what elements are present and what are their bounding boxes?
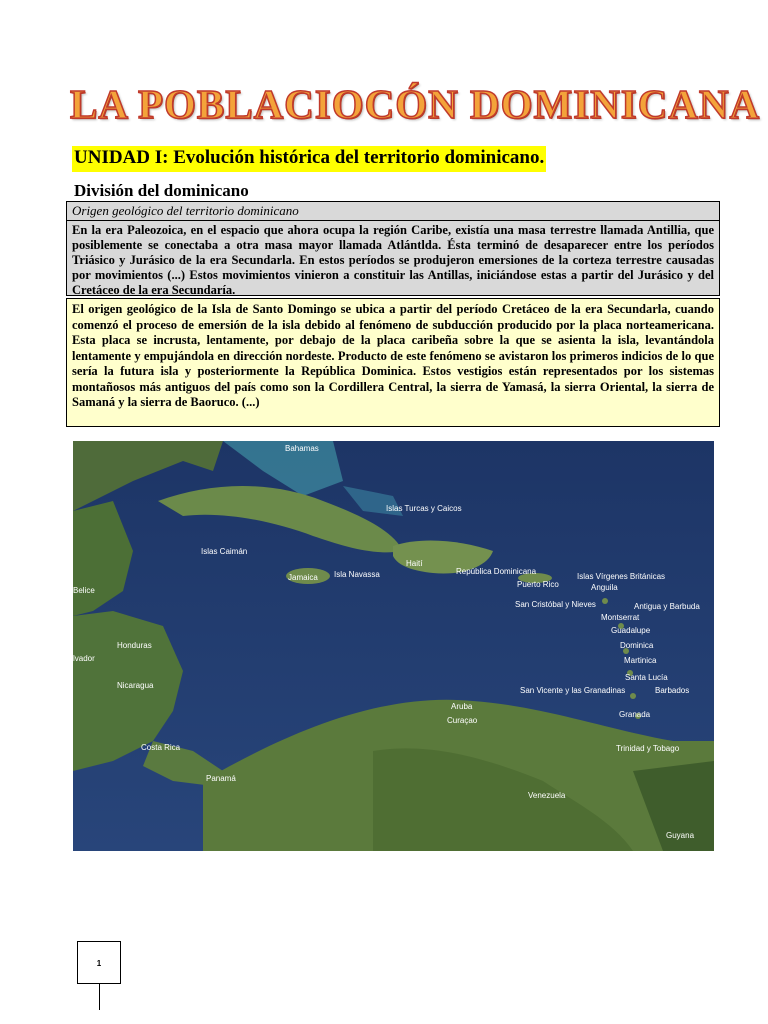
map-label: Honduras [117,641,152,650]
santo-domingo-origin-box [66,298,720,427]
map-label: Granada [619,710,651,719]
map-label: Haití [406,559,423,568]
box-text: En la era Paleozoica, en el espacio que ahora ocupa la región Caribe, existía una masa terrestre llamada Antillia, que posiblemente se conectaba a otra masa mayor llamada Atlántlda. Ésta terminó de desaparecer entre los períodos Triásico y Jurásico de la era Secundarla. En estos períodos se produjeron emersiones de la corteza terrestre causadas por movimientos (...) Estos movimientos vinieron a constituir las Antillas, iniciándose estas a partir del Jurásico y del Cretáceo de la era Secundaría. [72,223,714,297]
map-label: Montserrat [601,613,640,622]
unit-heading: UNIDAD I: Evolución histórica del territorio dominicano. [72,146,546,172]
map-label: Anguila [591,583,618,592]
map-label: Martinica [624,656,657,665]
page-title: LA POBLACIOCÓN DOMINICANA [70,81,761,127]
map-label: San Vicente y las Granadinas [520,686,626,695]
map-label: Trinidad y Tobago [616,744,680,753]
map-label: Bahamas [285,444,319,453]
map-label: Islas Turcas y Caicos [386,504,462,513]
box-heading: Origen geológico del territorio dominicano [67,202,719,221]
map-label: San Cristóbal y Nieves [515,600,596,609]
geologic-origin-box [66,201,720,296]
map-label: Curaçao [447,716,478,725]
map-label: Venezuela [528,791,566,800]
map-label: Barbados [655,686,690,695]
section-heading: División del dominicano [74,181,249,200]
map-label: Aruba [451,702,473,711]
box-text: El origen geológico de la Isla de Santo Domingo se ubica a partir del período Cretáceo de la era Secundarla, cuando comenzó el proceso de emersión de la isla debido al fenómeno de subducción producido por la placa norteamericana. Esta placa se incrusta, lentamente, por debajo de la placa caribeña sobre la que se asienta la isla, levantándola lentamente y empujándola en dirección nordeste. Producto de este fenómeno se avistaron los primeros indicios de lo que sería la futura isla y posteriormente la República Dominica. Estos vestigios están representados por los sistemas montañosos más antiguos del país como son la Cordillera Central, la sierra de Yamasá, la sierra Oriental, la sierra de Samaná y la sierra de Baoruco. (...) [72,302,714,409]
map-label: Guyana [666,831,695,840]
map-label: Antigua y Barbuda [634,602,700,611]
map-label: Guadalupe [611,626,651,635]
page-number-divider [99,984,100,1010]
map-label: Islas Vírgenes Británicas [577,572,666,581]
map-label: lvador [73,654,95,663]
map-label: Nicaragua [117,681,154,690]
map-image [73,441,714,851]
map-label: Islas Caimán [201,547,248,556]
map-label: Panamá [206,774,236,783]
map-label: Belice [73,586,95,595]
map-label: Isla Navassa [334,570,380,579]
map-label: Jamaica [288,573,318,582]
map-label: Puerto Rico [517,580,559,589]
caribbean-satellite-map [73,441,714,851]
map-label: Costa Rica [141,743,181,752]
map-label: Dominica [620,641,654,650]
map-label: República Dominicana [456,567,537,576]
map-label: Santa Lucía [625,673,668,682]
page-number: 1 [77,941,121,984]
